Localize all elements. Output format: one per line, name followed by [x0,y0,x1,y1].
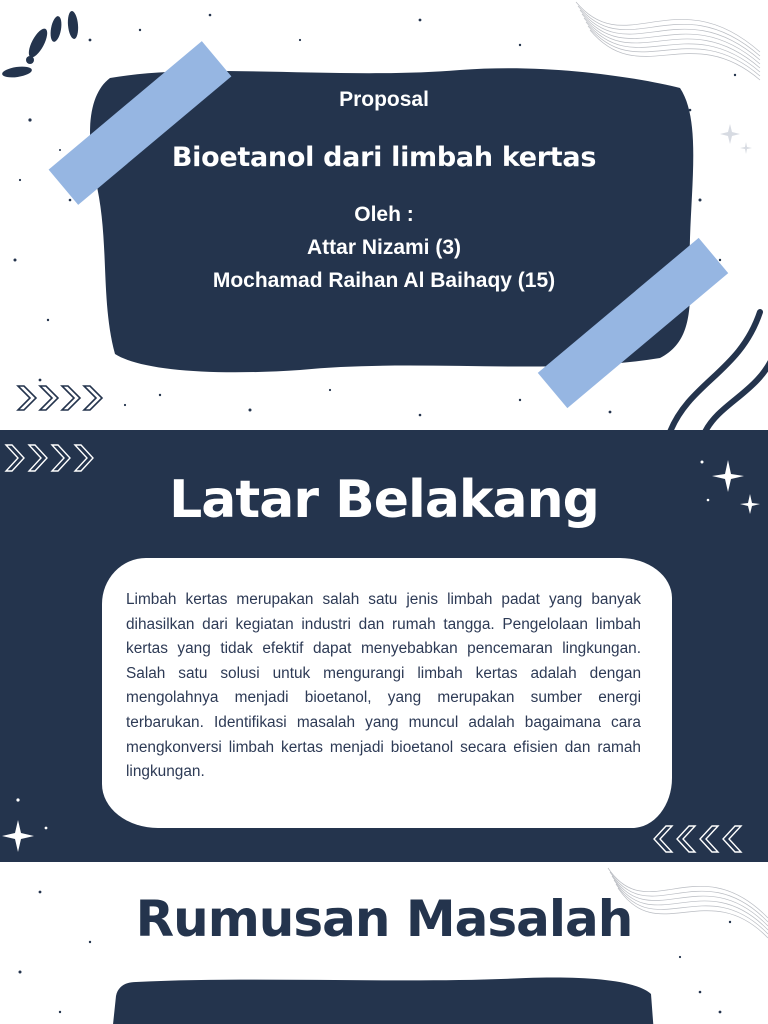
chevron-left-icon [652,824,746,856]
content-panel [106,974,666,1024]
author-1: Attar Nizami (3) [306,236,462,259]
proposal-title: Bioetanol dari limbah kertas [171,142,597,173]
brush-stroke-icon [0,5,90,85]
by-label: Oleh : [354,203,414,226]
background-paragraph: Limbah kertas merupakan salah satu jenis limbah padat yang banyak dihasilkan dari kegiatan industri dan rumah tangga. Pengelolaan limbah kertas yang tidak efektif dapat menyebabkan pencemaran lingkungan. Salah satu solusi untuk mengurangi limbah kertas adalah dengan mengolahnya menjadi bioetanol, yang merupakan sumber energi terbarukan. Identifikasi masalah yang muncul adalah bagaimana cara mengkonversi limbah kertas menjadi bioetanol secara efisien dan ramah lingkungan. [126,591,641,781]
title-slide [0,0,768,430]
sparkle-icon [0,790,60,860]
section-heading-rumusan-masalah: Rumusan Masalah [135,890,633,948]
chevron-right-icon [16,384,106,414]
author-2: Mochamad Raihan Al Baihaqy (15) [212,269,556,292]
proposal-label: Proposal [339,88,429,111]
curved-lines-decoration [650,292,768,430]
section-heading-latar-belakang: Latar Belakang [169,470,599,530]
